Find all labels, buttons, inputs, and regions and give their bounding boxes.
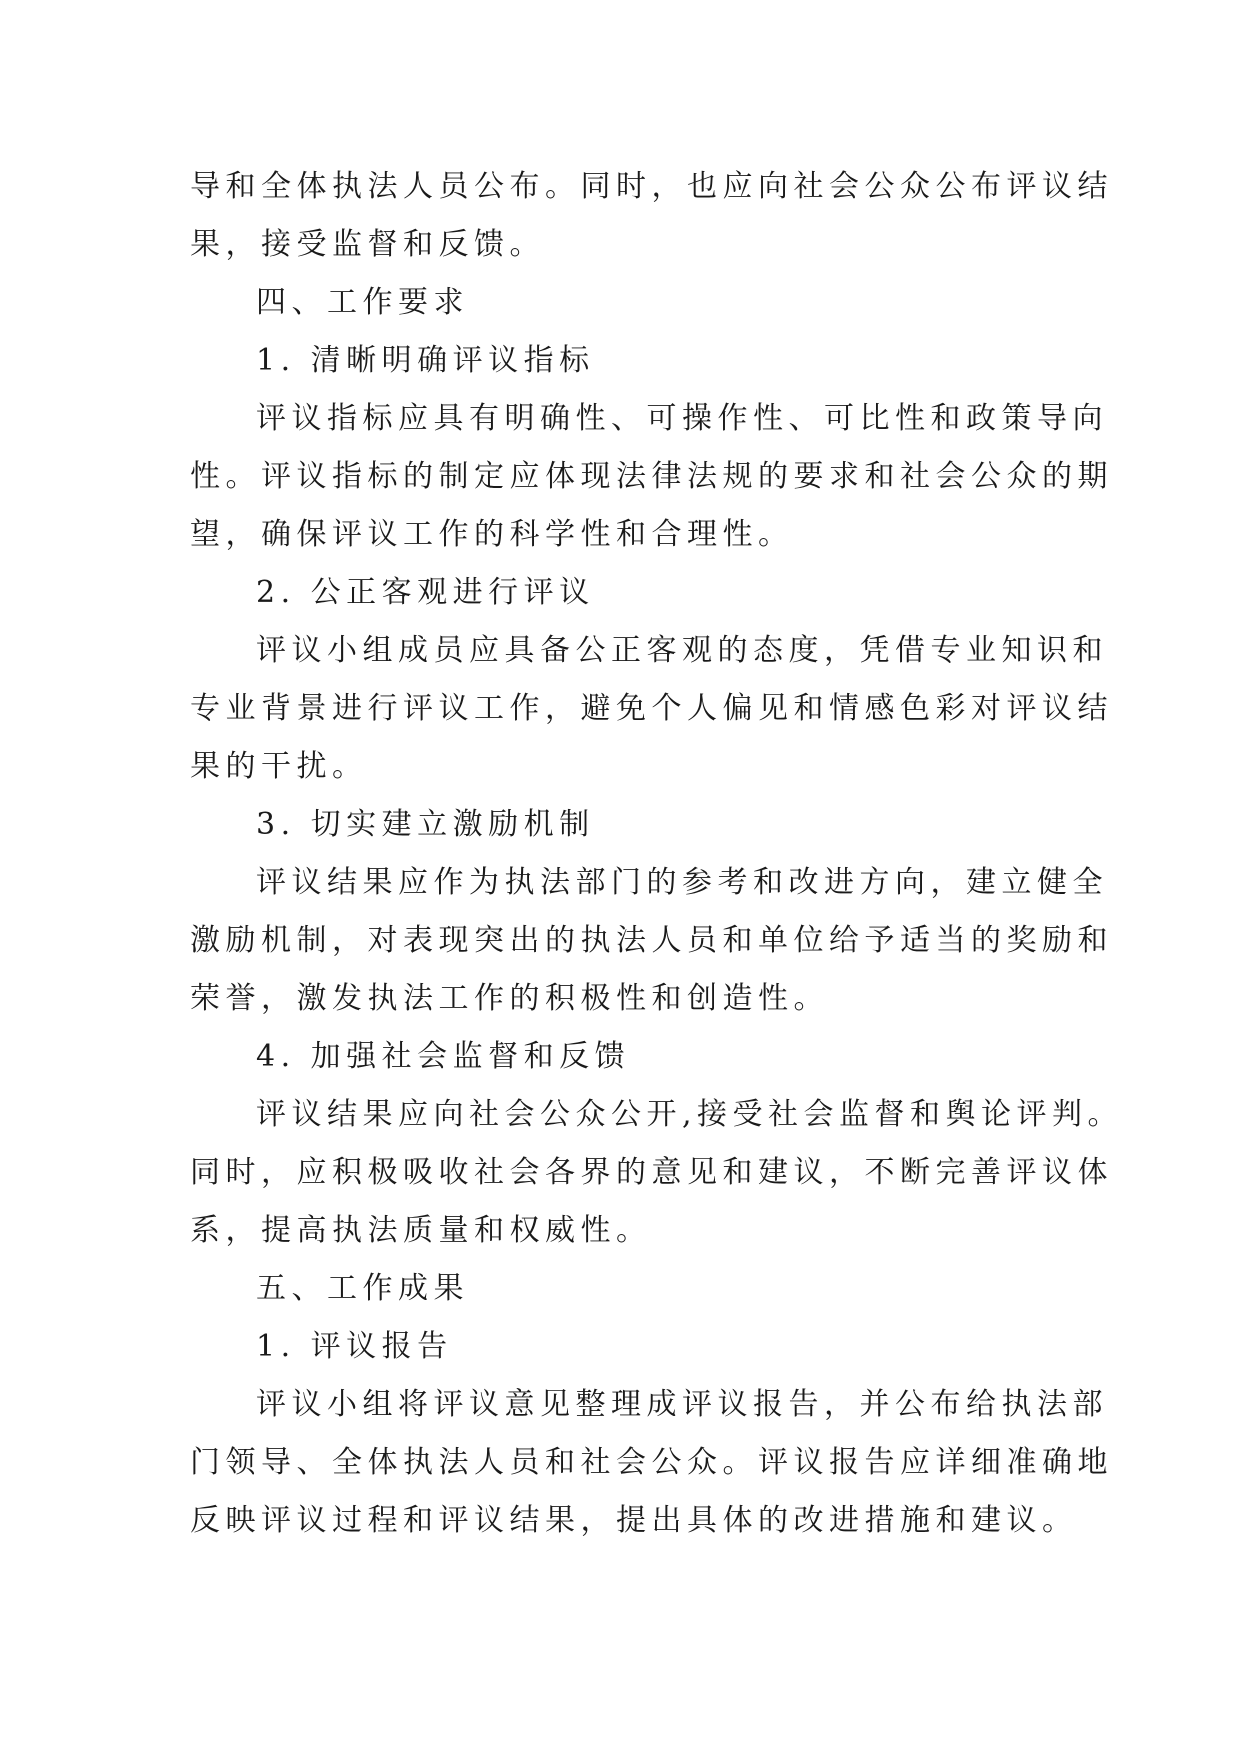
body-line: 专业背景进行评议工作，避免个人偏见和情感色彩对评议结	[190, 691, 1113, 726]
body-line: 望，确保评议工作的科学性和合理性。	[190, 517, 794, 552]
body-line: 评议小组成员应具备公正客观的态度，凭借专业知识和	[256, 633, 1108, 668]
section-heading: 五、工作成果	[256, 1271, 469, 1306]
body-line: 导和全体执法人员公布。同时，也应向社会公众公布评议结	[190, 169, 1113, 204]
body-line: 激励机制，对表现突出的执法人员和单位给予适当的奖励和	[190, 923, 1113, 958]
body-line: 同时，应积极吸收社会各界的意见和建议，不断完善评议体	[190, 1155, 1113, 1190]
body-line: 系，提高执法质量和权威性。	[190, 1213, 652, 1248]
body-line: 荣誉，激发执法工作的积极性和创造性。	[190, 981, 829, 1016]
body-line: 门领导、全体执法人员和社会公众。评议报告应详细准确地	[190, 1445, 1113, 1480]
subsection-heading: 4. 加强社会监督和反馈	[256, 1039, 631, 1074]
subsection-heading: 2. 公正客观进行评议	[256, 575, 595, 610]
document-body	[190, 158, 1124, 1550]
body-line: 反映评议过程和评议结果，提出具体的改进措施和建议。	[190, 1503, 1078, 1538]
body-line: 评议指标应具有明确性、可操作性、可比性和政策导向	[256, 401, 1108, 436]
body-line: 评议结果应向社会公众公开,接受社会监督和舆论评判。	[256, 1097, 1124, 1132]
body-line: 性。评议指标的制定应体现法律法规的要求和社会公众的期	[190, 459, 1113, 494]
subsection-heading: 1. 清晰明确评议指标	[256, 343, 595, 378]
body-line: 评议结果应作为执法部门的参考和改进方向，建立健全	[256, 865, 1108, 900]
subsection-heading: 1. 评议报告	[256, 1329, 453, 1364]
body-line: 果的干扰。	[190, 749, 368, 784]
body-line: 评议小组将评议意见整理成评议报告，并公布给执法部	[256, 1387, 1108, 1422]
section-heading: 四、工作要求	[256, 285, 469, 320]
body-line: 果，接受监督和反馈。	[190, 227, 545, 262]
subsection-heading: 3. 切实建立激励机制	[256, 807, 595, 842]
